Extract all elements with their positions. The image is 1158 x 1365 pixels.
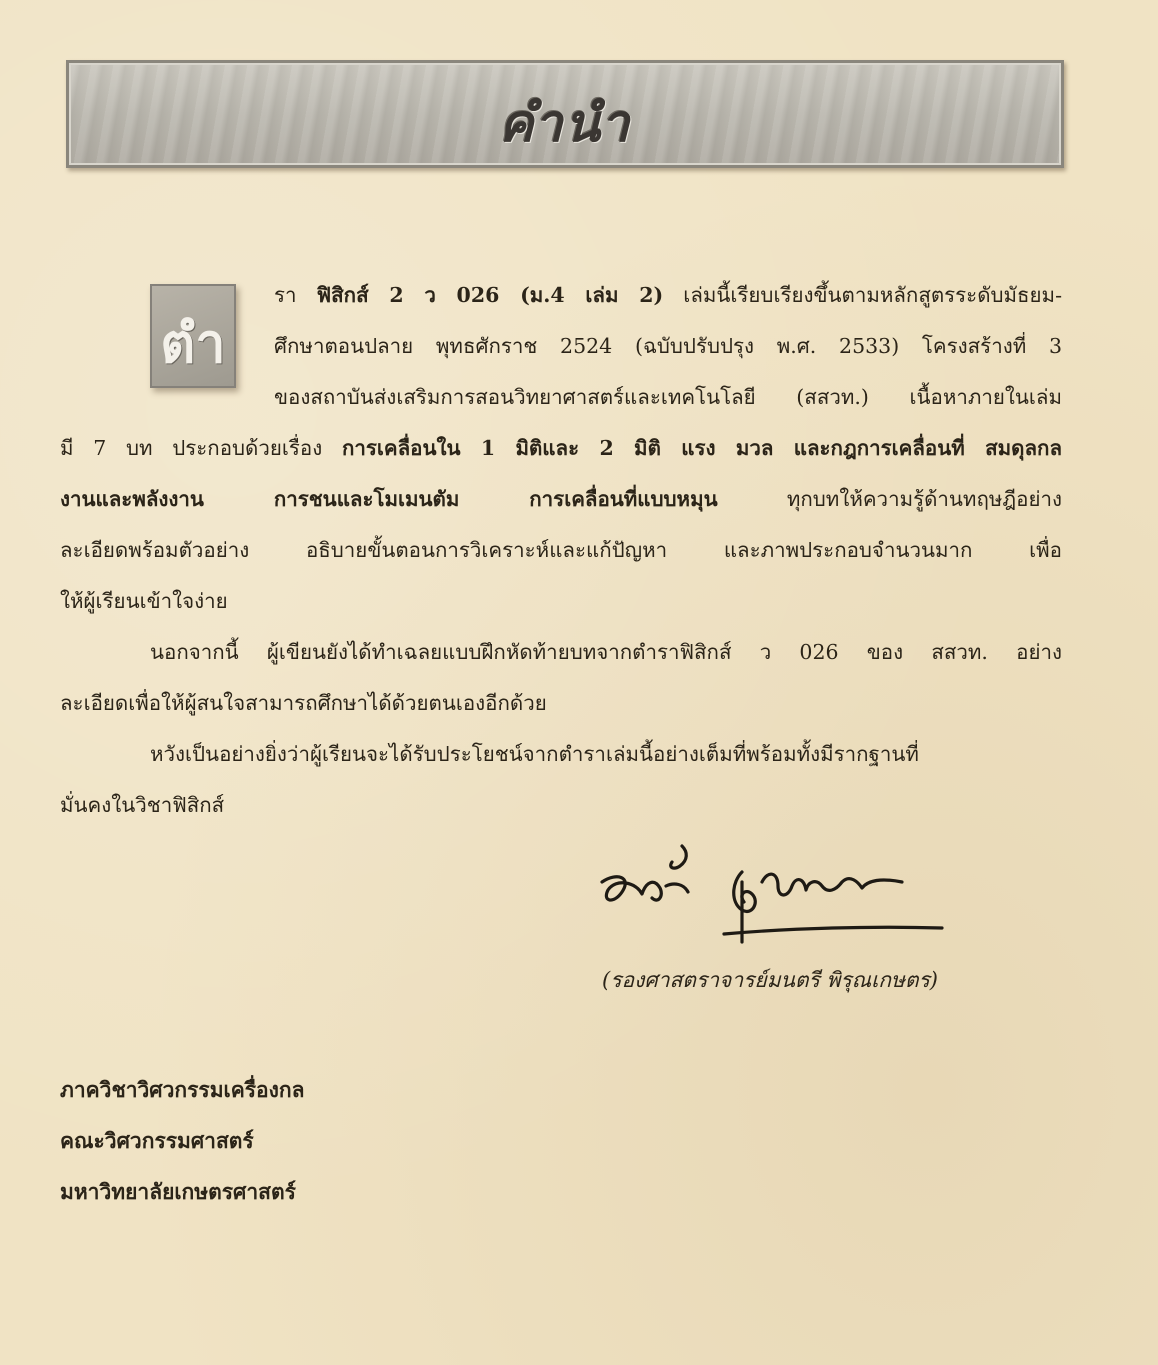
handwritten-signature <box>592 842 952 952</box>
page-title: คำนำ <box>498 94 632 154</box>
p1-text: ทุกบทให้ความรู้ด้านทฤษฎีอย่าง <box>717 487 1062 511</box>
university-label: มหาวิทยาลัยเกษตรศาสตร์ <box>60 1179 296 1204</box>
p1-line-2: ศึกษาตอนปลาย พุทธศักราช 2524 (ฉบับปรับปรุง พ.ศ. 2533) โครงสร้างที่ 3 <box>274 334 1062 358</box>
p1-line-5 <box>60 474 1062 525</box>
p1-line-7: ให้ผู้เรียนเข้าใจง่าย <box>60 589 228 613</box>
p1-line-1 <box>60 270 1062 321</box>
p1-bold-topics: การเคลื่อนใน 1 มิติและ 2 มิติ แรง มวล และกฎการเคลื่อนที่ สมดุลกล <box>341 436 1062 460</box>
department-label: ภาควิชาวิศวกรรมเครื่องกล <box>60 1077 305 1102</box>
p1-text: เล่มนี้เรียบเรียงขึ้นตามหลักสูตรระดับมัธยม- <box>663 283 1062 307</box>
p1-line-3: ของสถาบันส่งเสริมการสอนวิทยาศาสตร์และเทคโนโลยี (สสวท.) เนื้อหาภายในเล่ม <box>274 385 1062 409</box>
faculty-label: คณะวิศวกรรมศาสตร์ <box>60 1128 254 1153</box>
p2-line-1: นอกจากนี้ ผู้เขียนยังได้ทำเฉลยแบบฝึกหัดท้ายบทจากตำราฟิสิกส์ ว 026 ของ สสวท. อย่าง <box>150 640 1062 664</box>
signer-name: (รองศาสตราจารย์มนตรี พิรุณเกษตร) <box>602 968 938 992</box>
p1-line-4 <box>60 423 1062 474</box>
p2-line-2: ละเอียดเพื่อให้ผู้สนใจสามารถศึกษาได้ด้วยตนเองอีกด้วย <box>60 691 547 715</box>
title-banner <box>66 60 1064 168</box>
p1-bold-topics: งานและพลังงาน การชนและโมเมนตัม การเคลื่อนที่แบบหมุน <box>60 487 718 511</box>
p1-bold-course: ฟิสิกส์ 2 ว 026 (ม.4 เล่ม 2) <box>316 283 664 307</box>
p1-line-6: ละเอียดพร้อมตัวอย่าง อธิบายขั้นตอนการวิเคราะห์และแก้ปัญหา และภาพประกอบจำนวนมาก เพื่อ <box>60 538 1062 562</box>
p1-text: รา <box>274 283 317 307</box>
preface-body <box>60 270 1062 831</box>
p3-line-2: มั่นคงในวิชาฟิสิกส์ <box>60 793 225 817</box>
p1-text: มี 7 บท ประกอบด้วยเรื่อง <box>60 436 342 460</box>
drop-cap-letter: ตำ <box>160 312 226 375</box>
p3-line-1: หวังเป็นอย่างยิ่งว่าผู้เรียนจะได้รับประโยชน์จากตำราเล่มนี้อย่างเต็มที่พร้อมทั้งมีรากฐานที่ <box>150 742 919 766</box>
affiliation-block <box>60 1064 305 1217</box>
